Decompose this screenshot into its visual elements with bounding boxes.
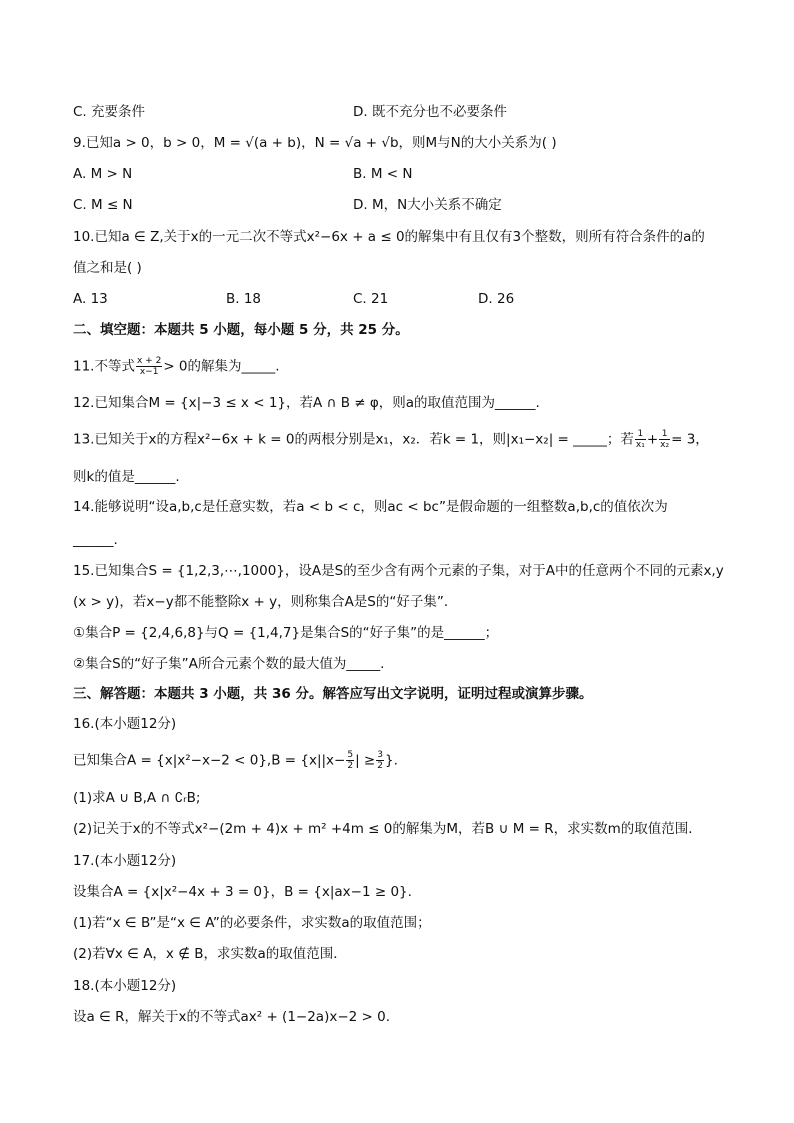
q16-frac1-num: 5 bbox=[347, 750, 354, 760]
q16-fraction-1 bbox=[346, 750, 354, 771]
question-18-text: 设a ∈ R，解关于x的不等式ax² + (1−2a)x−2 > 0. bbox=[73, 1009, 391, 1025]
option-d-q9: D. M，N大小关系不确定 bbox=[353, 197, 502, 213]
q11-frac-num: x + 2 bbox=[136, 356, 162, 366]
question-12: 12.已知集合M = {x|−3 ≤ x < 1}，若A ∩ B ≠ φ，则a的取值范围为______. bbox=[73, 395, 540, 411]
question-18-header: 18.(本小题12分) bbox=[73, 978, 177, 994]
q16-frac2-den: 2 bbox=[377, 761, 383, 771]
q13-fraction-1 bbox=[635, 429, 646, 450]
q13-frac1-num: 1 bbox=[635, 429, 646, 440]
option-d-q8: D. 既不充分也不必要条件 bbox=[353, 104, 507, 120]
q13-frac1-den: x₁ bbox=[635, 440, 645, 450]
q16-frac1-den: 2 bbox=[347, 761, 354, 771]
question-15-cont: (x > y)，若x−y都不能整除x + y，则称集合A是S的“好子集”． bbox=[73, 594, 458, 610]
q13-text-post: = 3， bbox=[671, 431, 709, 448]
q11-text-post: > 0的解集为_____. bbox=[163, 358, 280, 375]
question-11 bbox=[73, 356, 280, 377]
q16-text-mid: | ≥ bbox=[355, 752, 376, 769]
option-d-q10: D. 26 bbox=[478, 291, 515, 307]
question-16-header: 16.(本小题12分) bbox=[73, 716, 177, 732]
option-b-q10: B. 18 bbox=[226, 291, 262, 307]
option-c-q8: C. 充要条件 bbox=[73, 104, 146, 120]
q13-fraction-2 bbox=[659, 429, 670, 450]
q16-fraction-2 bbox=[376, 750, 384, 771]
q16-text-pre: 已知集合A = {x|x²−x−2 < 0},B = {x||x− bbox=[73, 752, 346, 769]
question-16-sets bbox=[73, 750, 398, 771]
q11-text-pre: 11.不等式 bbox=[73, 358, 135, 375]
question-16-part-1: (1)求A ∪ B,A ∩ ∁ᵣB; bbox=[73, 790, 201, 806]
question-15: 15.已知集合S = {1,2,3,⋯,1000}，设A是S的至少含有两个元素的子集，对于A中的任意两个不同的元素x,y bbox=[73, 563, 724, 579]
q11-fraction bbox=[136, 356, 162, 377]
q13-plus: + bbox=[646, 431, 659, 448]
option-c-q9: C. M ≤ N bbox=[73, 197, 133, 213]
q11-frac-den: x−1 bbox=[139, 367, 159, 377]
question-17-part-2: (2)若∀x ∈ A，x ∉ B，求实数a的取值范围． bbox=[73, 946, 347, 962]
option-b-q9: B. M < N bbox=[353, 166, 413, 182]
q16-text-post: }. bbox=[384, 752, 398, 769]
question-17-sets: 设集合A = {x|x²−4x + 3 = 0}，B = {x|ax−1 ≥ 0}. bbox=[73, 884, 412, 900]
question-10-cont: 值之和是( ) bbox=[73, 260, 142, 276]
q13-frac2-den: x₂ bbox=[660, 440, 670, 450]
option-a-q9: A. M > N bbox=[73, 166, 133, 182]
option-a-q10: A. 13 bbox=[73, 291, 108, 307]
q13-frac2-num: 1 bbox=[659, 429, 670, 440]
question-13 bbox=[73, 429, 709, 450]
question-10: 10.已知a ∈ Z,关于x的一元二次不等式x²−6x + a ≤ 0的解集中有且仅有3个整数，则所有符合条件的a的 bbox=[73, 229, 705, 245]
question-17-header: 17.(本小题12分) bbox=[73, 853, 177, 869]
option-c-q10: C. 21 bbox=[353, 291, 389, 307]
section-answer-heading: 三、解答题：本题共 3 小题，共 36 分。解答应写出文字说明，证明过程或演算步骤。 bbox=[73, 686, 593, 702]
question-15-part-1: ①集合P = {2,4,6,8}与Q = {1,4,7}是集合S的“好子集”的是______； bbox=[73, 625, 499, 641]
q13-text-pre: 13.已知关于x的方程x²−6x + k = 0的两根分别是x₁，x₂．若k = 1，则|x₁−x₂| = _____；若 bbox=[73, 431, 634, 448]
question-17-part-1: (1)若“x ∈ B”是“x ∈ A”的必要条件，求实数a的取值范围； bbox=[73, 915, 431, 931]
question-9: 9.已知a > 0，b > 0，M = √(a + b)，N = √a + √b，则M与N的大小关系为( ) bbox=[73, 135, 557, 151]
question-14-cont: ______. bbox=[73, 532, 118, 548]
question-14: 14.能够说明“设a,b,c是任意实数，若a < b < c，则ac < bc”是假命题的一组整数a,b,c的值依次为 bbox=[73, 499, 668, 515]
question-15-part-2: ②集合S的“好子集”A所合元素个数的最大值为_____. bbox=[73, 656, 385, 672]
question-13-cont: 则k的值是______. bbox=[73, 469, 180, 485]
section-fill-blank-heading: 二、填空题：本题共 5 小题，每小题 5 分，共 25 分。 bbox=[73, 322, 409, 338]
question-16-part-2: (2)记关于x的不等式x²−(2m + 4)x + m² +4m ≤ 0的解集为M，若B ∪ M = R，求实数m的取值范围． bbox=[73, 821, 702, 837]
q16-frac2-num: 3 bbox=[377, 750, 383, 760]
